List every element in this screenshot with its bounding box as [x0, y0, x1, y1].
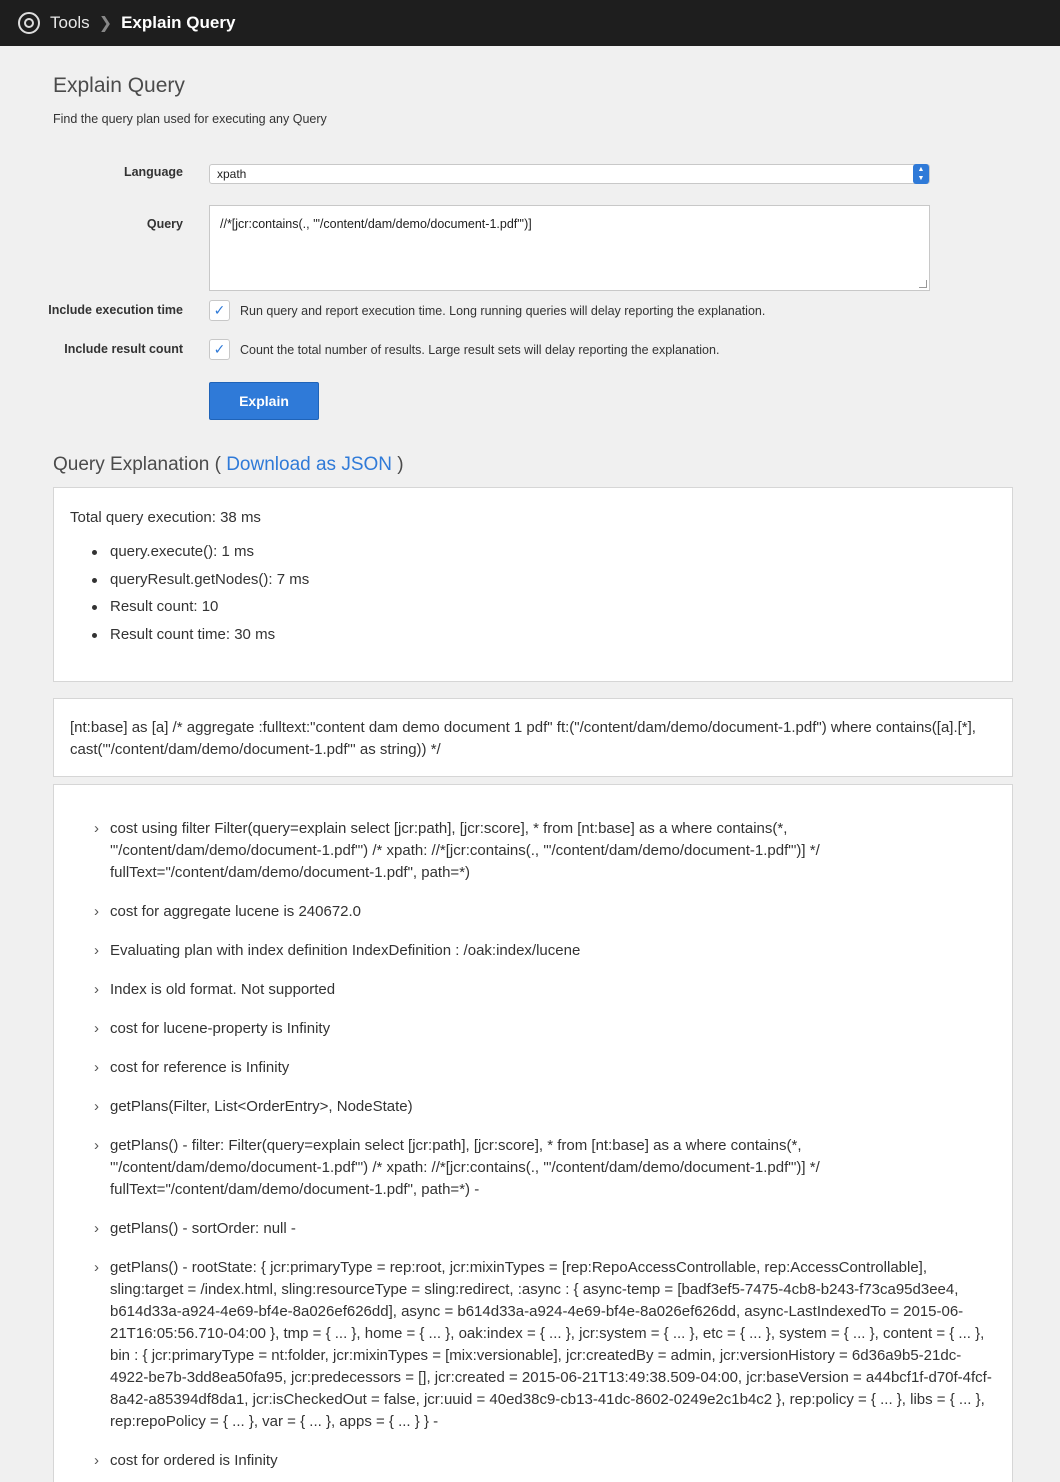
plan-item-text: cost for reference is Infinity: [110, 1059, 290, 1076]
plan-item-text: cost for aggregate lucene is 240672.0: [110, 903, 362, 920]
download-json-link[interactable]: Download as JSON: [226, 454, 392, 475]
checkmark-icon: ✓: [213, 302, 226, 318]
chevron-right-icon: ›: [94, 1098, 99, 1115]
checkmark-icon: ✓: [213, 341, 226, 357]
chevron-right-icon: ›: [94, 1220, 99, 1237]
plan-item-text: cost for ordered is Infinity: [110, 1452, 278, 1469]
result-count-label: Include result count: [64, 342, 183, 356]
plan-item[interactable]: [94, 1057, 999, 1079]
chevron-right-icon: ›: [94, 1137, 99, 1154]
total-execution: Total query execution: 38 ms: [70, 509, 261, 526]
plan-item[interactable]: [94, 979, 999, 1001]
plan-item-text: getPlans(Filter, List<OrderEntry>, NodeState): [110, 1098, 413, 1115]
logo-icon[interactable]: [18, 12, 40, 34]
explain-button[interactable]: Explain: [209, 382, 319, 420]
plan-item-text: getPlans() - filter: Filter(query=explain select [jcr:path], [jcr:score], * from [nt:base] as a where contains(*, '"/content/dam/demo/document-1.pdf"') /* xpath: //*[jcr:contains(., '"/content/dam/demo/document-1.pdf"')] */ fullText="/content/dam/demo/document-1.pdf", path=*) -: [110, 1137, 820, 1198]
page-title: Explain Query: [53, 74, 185, 97]
plan-item[interactable]: [94, 1135, 999, 1201]
chevron-right-icon: ›: [94, 981, 99, 998]
plan-item[interactable]: [94, 1450, 999, 1472]
plan-item[interactable]: [94, 1218, 999, 1240]
chevron-right-icon: ›: [94, 820, 99, 837]
statement-panel: [53, 698, 1013, 777]
plan-item[interactable]: [94, 901, 999, 923]
plan-item-text: cost using filter Filter(query=explain select [jcr:path], [jcr:score], * from [nt:base] as a where contains(*, '"/content/dam/demo/document-1.pdf"') /* xpath: //*[jcr:contains(., '"/content/dam/demo/document-1.pdf"')] */ fullText="/content/dam/demo/document-1.pdf", path=*): [110, 820, 820, 881]
plan-item[interactable]: [94, 1257, 999, 1433]
language-label: Language: [123, 165, 183, 179]
list-item: query.execute(): 1 ms: [92, 543, 309, 571]
plan-item-text: getPlans() - rootState: { jcr:primaryType = rep:root, jcr:mixinTypes = [rep:RepoAccessControllable, rep:AccessControllable], sling:target = /index.html, sling:resourceType = sling:redirect, :async : { async-temp = [badf3ef5-7475-4cb8-b243-f73ca95d3ee4, b614d33a-a924-4e69-bf4e-8a026ef626dd], async = b614d33a-a924-4e69-bf4e-8a026ef626dd, async-LastIndexedTo = 2015-06-21T16:05:56.710-04:00 }, tmp = { ... }, home = { ... }, oak:index = { ... }, jcr:system = { ... }, etc = { ... }, system = { ... }, content = { ... }, bin : { jcr:primaryType = nt:folder, jcr:mixinTypes = [mix:versionable], jcr:createdBy = admin, jcr:versionHistory = 6d36a9b5-21dc-4922-be7b-3dd8ea50fa95, jcr:predecessors = [], jcr:created = 2015-06-21T13:49:38.509-04:00, jcr:baseVersion = a44bcf1f-d70f-4fcf-8a42-a85394df8da1, jcr:isCheckedOut = false, jcr:uuid = 40ed38c9-cb13-41dc-8602-0249e2c1b4c2 }, rep:policy = { ... }, libs = { ... }, rep:repoPolicy = { ... }, var = { ... }, apps = { ... } } -: [110, 1259, 992, 1430]
language-select-value: xpath: [217, 167, 247, 181]
exec-time-label: Include execution time: [48, 303, 183, 317]
page-subtitle: Find the query plan used for executing any Query: [53, 112, 327, 126]
resize-grip-icon[interactable]: [919, 280, 927, 288]
chevron-right-icon: ❯: [98, 15, 113, 32]
plan-list: [94, 818, 999, 1482]
language-select[interactable]: [209, 164, 930, 184]
plan-item[interactable]: [94, 1018, 999, 1040]
explanation-title-suffix: ): [392, 454, 404, 475]
timing-panel: [53, 487, 1013, 682]
query-text: //*[jcr:contains(., '"/content/dam/demo/document-1.pdf"')]: [220, 217, 532, 231]
query-label: Query: [146, 217, 183, 231]
list-item: queryResult.getNodes(): 7 ms: [92, 571, 309, 599]
plan-item[interactable]: [94, 940, 999, 962]
list-item: Result count: 10: [92, 598, 309, 626]
up-down-arrows-icon: ▲ ▼: [913, 164, 929, 184]
breadcrumb-tools[interactable]: Tools: [50, 13, 90, 32]
top-bar: [0, 0, 1060, 46]
plan-item-text: Evaluating plan with index definition IndexDefinition : /oak:index/lucene: [110, 942, 581, 959]
query-textarea[interactable]: [209, 205, 930, 291]
plan-item-text: Index is old format. Not supported: [110, 981, 336, 998]
exec-time-checkbox[interactable]: [209, 300, 230, 321]
plan-item[interactable]: [94, 1096, 999, 1118]
explanation-title-prefix: Query Explanation (: [53, 454, 227, 475]
timing-list: [92, 543, 309, 653]
chevron-right-icon: ›: [94, 1020, 99, 1037]
chevron-right-icon: ›: [94, 1452, 99, 1469]
chevron-right-icon: ›: [94, 903, 99, 920]
chevron-right-icon: ›: [94, 1059, 99, 1076]
chevron-right-icon: ›: [94, 942, 99, 959]
plan-panel: [53, 784, 1013, 1482]
result-count-description: Count the total number of results. Large result sets will delay reporting the explanation.: [240, 343, 720, 357]
plan-item[interactable]: [94, 818, 999, 884]
query-statement: [nt:base] as [a] /* aggregate :fulltext:"content dam demo document 1 pdf" ft:("/content/dam/demo/document-1.pdf") where contains([a].[*], cast('"/content/dam/demo/document-1.pdf"' as string)) */: [70, 719, 976, 758]
result-count-checkbox[interactable]: [209, 339, 230, 360]
exec-time-description: Run query and report execution time. Long running queries will delay reporting the explanation.: [240, 304, 766, 318]
breadcrumb-current: Explain Query: [121, 13, 236, 32]
plan-item-text: getPlans() - sortOrder: null -: [110, 1220, 296, 1237]
plan-item-text: cost for lucene-property is Infinity: [110, 1020, 331, 1037]
chevron-right-icon: ›: [94, 1259, 99, 1276]
list-item: Result count time: 30 ms: [92, 626, 309, 654]
explanation-title: [53, 454, 404, 476]
